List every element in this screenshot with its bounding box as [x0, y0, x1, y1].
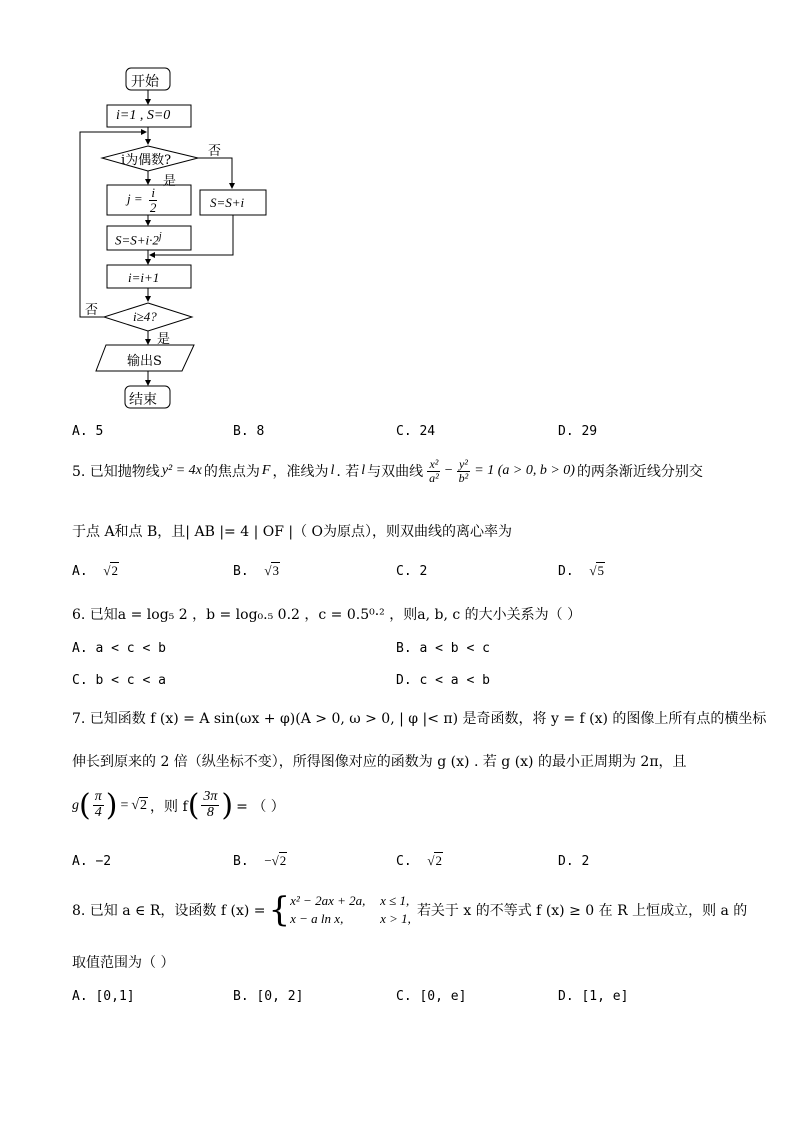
q8-stem-line1: 8. 已知 a ∈ R，设函数 f (x) = { x² − 2ax + 2a, x ≤ 1, x − a ln x, x > 1, 若关于 x 的不等式 f (x) ≥ 0 在 R 上恒成立，则 a 的: [72, 890, 748, 931]
q8-option-d[interactable]: D. [1, e]: [558, 989, 629, 1004]
flow-no2-label: 否: [85, 303, 99, 318]
q4-option-c[interactable]: C. 24: [396, 424, 436, 439]
flow-yes1-label: 是: [163, 174, 177, 189]
q6-option-d[interactable]: D. c < a < b: [396, 673, 490, 688]
flow-s-plus-i-label: S=S+i: [210, 195, 245, 210]
q8-stem-line2: 取值范围为（ ）: [72, 955, 175, 971]
flow-end-label: 结束: [129, 392, 157, 408]
q7-option-c[interactable]: C. √2: [396, 853, 442, 869]
flow-yes2-label: 是: [157, 332, 171, 347]
flow-no1-label: 否: [208, 144, 222, 159]
q5-option-b[interactable]: B. √3: [233, 563, 279, 579]
q7-option-d[interactable]: D. 2: [558, 854, 590, 869]
flow-init-label: i=1 , S=0: [116, 108, 171, 123]
q7-stem-line3: g ( $\frac{\pi}{4}$ ) = √ 2 ，则 f ( $\frac{3\pi}{8}$ ) = （ ）: [72, 788, 285, 823]
q6-option-c[interactable]: C. b < c < a: [72, 673, 166, 688]
flow-inc-label: i=i+1: [128, 270, 160, 285]
q6-option-a[interactable]: A. a < c < b: [72, 641, 166, 656]
q5-stem-line2: 于点 A和点 B，且| AB |= 4 | OF |（ O为原点），则双曲线的离心率为: [72, 524, 513, 540]
q8-option-a[interactable]: A. [0,1]: [72, 989, 135, 1004]
q5-option-c[interactable]: C. 2: [396, 564, 428, 579]
q4-option-d[interactable]: D. 29: [558, 424, 598, 439]
flow-start-label: 开始: [131, 74, 159, 90]
q7-option-a[interactable]: A. −2: [72, 854, 112, 869]
q8-option-b[interactable]: B. [0, 2]: [233, 989, 304, 1004]
flow-s-update-label: $S=S+i\cdot 2^j$: [115, 231, 162, 248]
q7-stem-line1: 7. 已知函数 f (x) = A sin(ωx + φ)(A > 0, ω > 0, | φ |< π) 是奇函数，将 y = f (x) 的图像上所有点的横坐标: [72, 711, 767, 727]
flow-output-label: 输出S: [127, 354, 162, 369]
q7-stem-line2: 伸长到原来的 2 倍（纵坐标不变），所得图像对应的函数为 g (x) . 若 g (x) 的最小正周期为 2π，且: [72, 754, 687, 770]
q4-option-a[interactable]: A. 5: [72, 424, 104, 439]
q8-option-c[interactable]: C. [0, e]: [396, 989, 467, 1004]
q6-option-b[interactable]: B. a < b < c: [396, 641, 490, 656]
q6-stem: 6. 已知a = log₅ 2 ，b = log₀.₅ 0.2 ，c = 0.5⁰·² ，则a, b, c 的大小关系为（ ）: [72, 607, 582, 623]
q5-option-a[interactable]: A. √2: [72, 563, 118, 579]
flow-cond2-label: i≥4?: [133, 309, 157, 324]
flow-cond1-label: i为偶数?: [121, 153, 172, 168]
q5-stem-line1: 5. 已知抛物线 y² = 4x 的焦点为 F ，准线为 l . 若 l 与双曲线 $\frac{\text{x²}}{\text{a²}}$ − $\frac{\text{y²}}{\text{b²}}$ = 1 (a > 0, b > 0) 的两条渐近线分别交: [72, 457, 703, 485]
flow-j-label: j = $\frac{i}{2}$: [127, 185, 157, 215]
q7-option-b[interactable]: B. −√2: [233, 853, 287, 869]
q4-option-b[interactable]: B. 8: [233, 424, 265, 439]
q5-option-d[interactable]: D. √5: [558, 563, 604, 579]
